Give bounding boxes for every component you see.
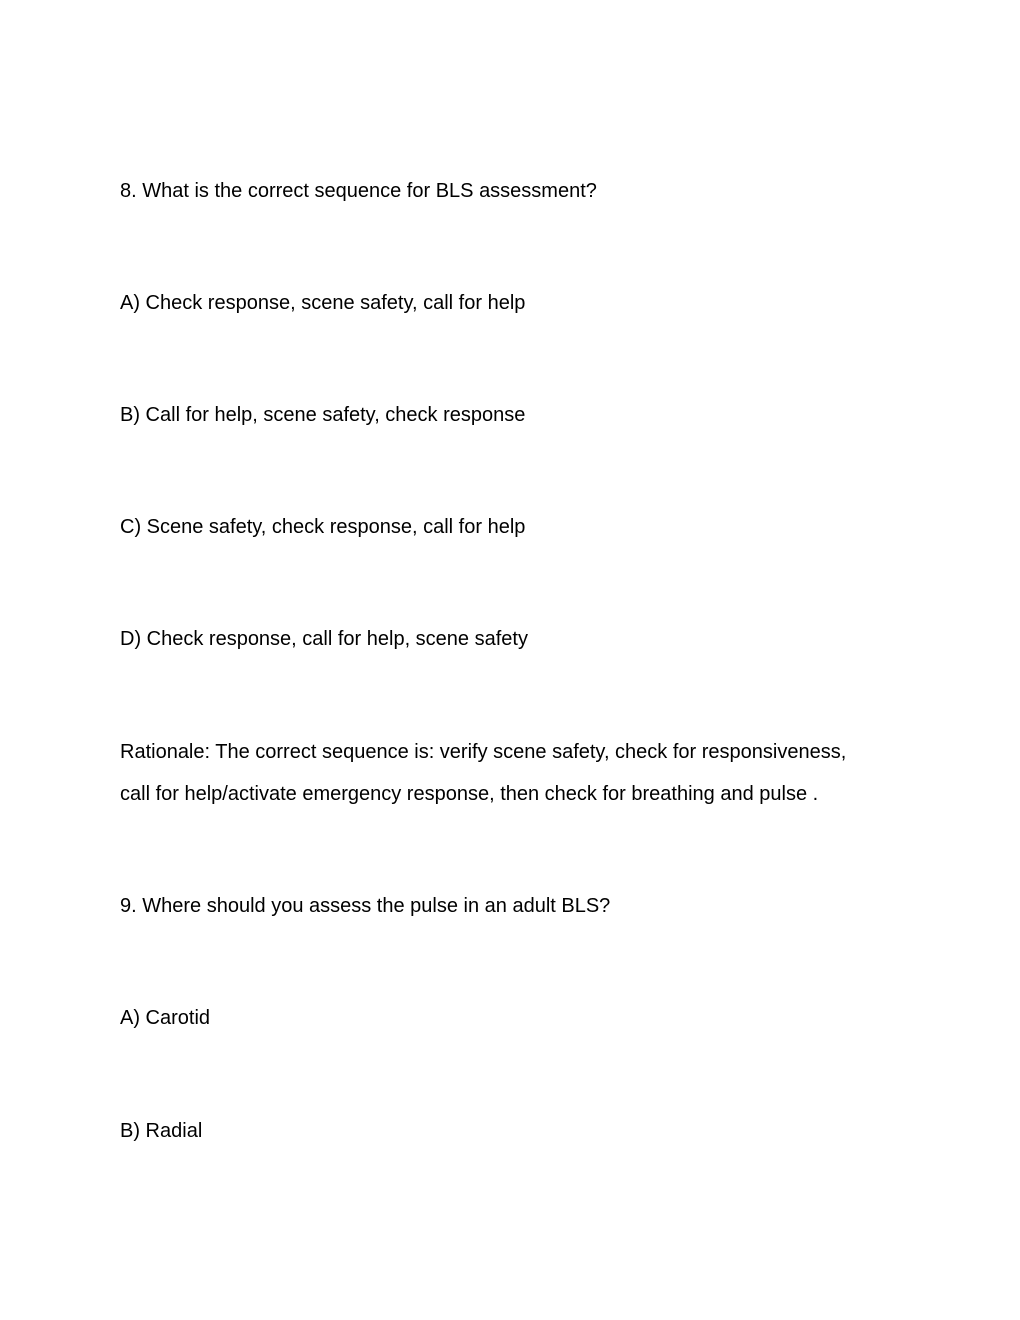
question-9-option-b: B) Radial — [120, 1120, 203, 1142]
question-8-option-a: A) Check response, scene safety, call for help — [120, 292, 526, 314]
question-9-text: 9. Where should you assess the pulse in an adult BLS? — [120, 895, 611, 917]
question-8-option-b: B) Call for help, scene safety, check response — [120, 404, 526, 426]
question-8-text: 8. What is the correct sequence for BLS assessment? — [120, 180, 597, 202]
question-8-option-d: D) Check response, call for help, scene safety — [120, 628, 528, 650]
question-8-option-c: C) Scene safety, check response, call for help — [120, 516, 526, 538]
question-9-option-a: A) Carotid — [120, 1007, 211, 1029]
question-8-rationale-line-2: call for help/activate emergency response, then check for breathing and pulse . — [120, 783, 819, 805]
question-8-rationale-line-1: Rationale: The correct sequence is: verify scene safety, check for responsiveness, — [120, 741, 847, 763]
